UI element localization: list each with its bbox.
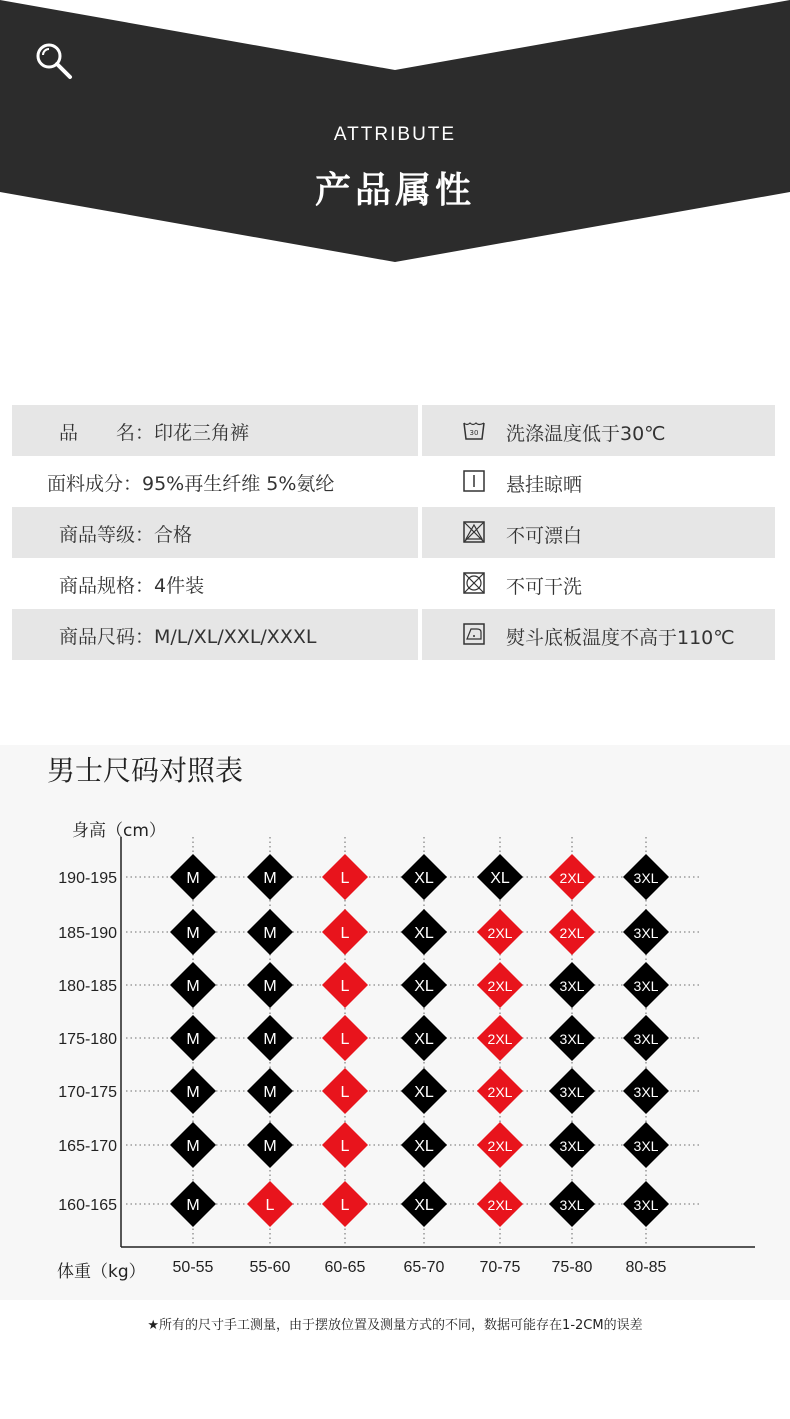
wash-30-icon xyxy=(462,418,486,442)
y-tick-label: 180-185 xyxy=(58,978,117,995)
banner-subtitle: ATTRIBUTE xyxy=(333,124,457,145)
size-label: 3XL xyxy=(633,978,659,994)
size-label: L xyxy=(340,978,350,995)
size-label: 2XL xyxy=(559,870,585,886)
size-chart-section xyxy=(0,745,790,1300)
size-label: 3XL xyxy=(559,1138,585,1154)
size-label: L xyxy=(340,870,350,887)
no-bleach-icon xyxy=(462,520,486,544)
attribute-row xyxy=(12,558,775,609)
size-chart xyxy=(0,745,790,1300)
care-text: 洗涤温度低于30℃ xyxy=(506,423,666,445)
attribute-label: 商品规格：4件装 xyxy=(59,575,205,597)
size-label: XL xyxy=(414,925,434,942)
attribute-label: 商品尺码：M/L/XL/XXL/XXXL xyxy=(59,626,317,648)
size-label: L xyxy=(340,1138,350,1155)
size-label: 2XL xyxy=(487,978,513,994)
size-label: L xyxy=(340,925,350,942)
size-label: XL xyxy=(414,1031,434,1048)
attribute-row xyxy=(12,456,775,507)
y-axis-label: 身高（cm） xyxy=(72,821,166,841)
size-label: L xyxy=(340,1084,350,1101)
size-label: M xyxy=(263,978,277,995)
size-label: 3XL xyxy=(559,1084,585,1100)
size-label: 3XL xyxy=(559,978,585,994)
size-label: 3XL xyxy=(633,1138,659,1154)
size-label: XL xyxy=(490,870,510,887)
size-label: M xyxy=(186,978,200,995)
care-text: 不可干洗 xyxy=(506,576,583,598)
x-tick-label: 50-55 xyxy=(172,1259,214,1276)
size-label: XL xyxy=(414,978,434,995)
size-chart-title: 男士尺码对照表 xyxy=(47,754,244,787)
size-label: M xyxy=(263,925,277,942)
size-label: XL xyxy=(414,1084,434,1101)
size-label: M xyxy=(263,1138,277,1155)
y-tick-label: 160-165 xyxy=(58,1197,117,1214)
x-tick-label: 65-70 xyxy=(403,1259,445,1276)
size-label: M xyxy=(186,870,200,887)
size-label: 3XL xyxy=(559,1031,585,1047)
size-label: L xyxy=(265,1197,275,1214)
size-label: 2XL xyxy=(487,925,513,941)
size-label: 3XL xyxy=(633,870,659,886)
attribute-row xyxy=(12,507,775,558)
size-label: XL xyxy=(414,1197,434,1214)
size-label: XL xyxy=(414,870,434,887)
size-label: M xyxy=(186,1084,200,1101)
care-text: 熨斗底板温度不高于110℃ xyxy=(506,627,735,649)
attribute-label: 品 名：印花三角裤 xyxy=(59,422,250,444)
size-label: 3XL xyxy=(633,1197,659,1213)
size-label: 2XL xyxy=(559,925,585,941)
size-label: L xyxy=(340,1197,350,1214)
size-label: 3XL xyxy=(633,1084,659,1100)
attribute-banner xyxy=(0,0,790,262)
care-text: 不可漂白 xyxy=(506,525,583,547)
care-text: 悬挂晾晒 xyxy=(506,474,583,496)
size-label: M xyxy=(186,1138,200,1155)
size-label: M xyxy=(263,1031,277,1048)
x-axis-label: 体重（kg） xyxy=(57,1262,146,1282)
attribute-label: 面料成分：95%再生纤维 5%氨纶 xyxy=(47,473,335,495)
no-dry-clean-icon xyxy=(462,571,486,595)
size-label: XL xyxy=(414,1138,434,1155)
search-icon xyxy=(33,40,75,82)
size-label: M xyxy=(186,925,200,942)
size-label: M xyxy=(263,1084,277,1101)
size-label: 2XL xyxy=(487,1031,513,1047)
x-tick-label: 80-85 xyxy=(625,1259,667,1276)
svg-text:30: 30 xyxy=(469,429,479,437)
size-label: 3XL xyxy=(559,1197,585,1213)
size-label: 3XL xyxy=(633,925,659,941)
x-tick-label: 60-65 xyxy=(324,1259,366,1276)
size-label: 3XL xyxy=(633,1031,659,1047)
x-tick-label: 55-60 xyxy=(249,1259,291,1276)
attribute-label: 商品等级：合格 xyxy=(59,524,193,546)
hang-dry-icon xyxy=(462,469,486,493)
attribute-row xyxy=(12,609,775,660)
measurement-footnote: ★所有的尺寸手工测量，由于摆放位置及测量方式的不同，数据可能存在1-2CM的误差 xyxy=(147,1318,643,1333)
iron-110-icon xyxy=(462,622,486,646)
size-label: M xyxy=(186,1031,200,1048)
size-label: M xyxy=(186,1197,200,1214)
y-tick-label: 165-170 xyxy=(58,1138,117,1155)
size-label: 2XL xyxy=(487,1138,513,1154)
x-tick-label: 70-75 xyxy=(479,1259,521,1276)
attribute-row xyxy=(12,405,775,456)
x-tick-label: 75-80 xyxy=(551,1259,593,1276)
size-label: 2XL xyxy=(487,1197,513,1213)
y-tick-label: 170-175 xyxy=(58,1084,117,1101)
size-label: L xyxy=(340,1031,350,1048)
banner-title: 产品属性 xyxy=(314,170,475,211)
y-tick-label: 175-180 xyxy=(58,1031,117,1048)
y-tick-label: 190-195 xyxy=(58,870,117,887)
size-label: M xyxy=(263,870,277,887)
y-tick-label: 185-190 xyxy=(58,925,117,942)
size-label: 2XL xyxy=(487,1084,513,1100)
